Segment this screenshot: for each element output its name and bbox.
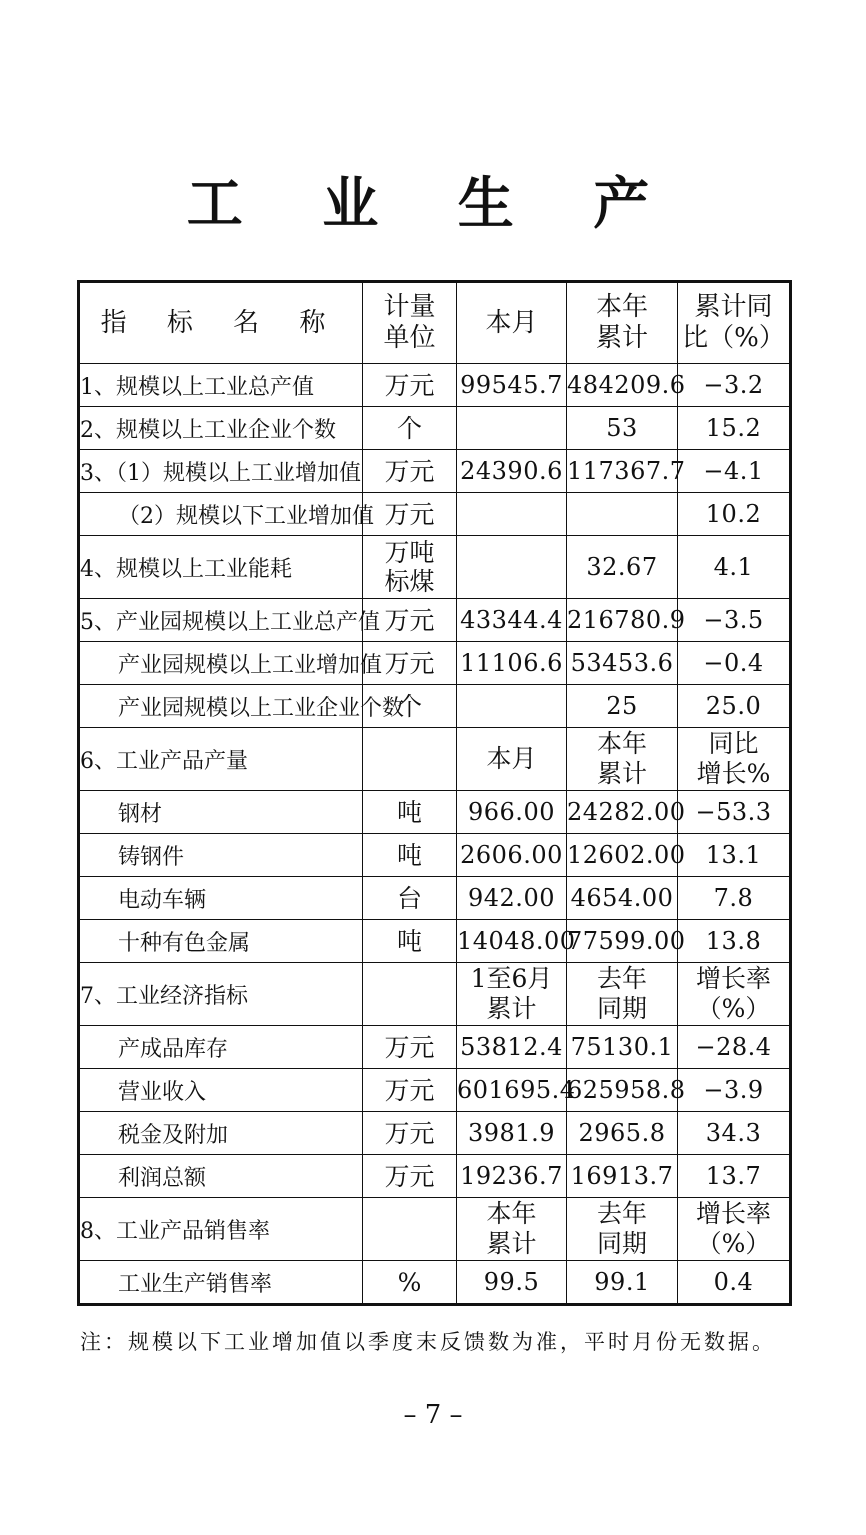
row-year-to-date: 32.67: [567, 536, 678, 599]
header-unit: 计量 单位: [363, 282, 457, 364]
row-yoy-change: 13.7: [678, 1155, 791, 1198]
row-this-month: [457, 407, 567, 450]
row-yoy-change: −53.3: [678, 791, 791, 834]
table-row: [79, 493, 791, 536]
row-unit: 万元: [363, 1069, 457, 1112]
table-header-row: [79, 282, 791, 364]
page-number: – 7 –: [403, 1400, 463, 1430]
row-this-month: [457, 685, 567, 728]
table-row: [79, 1112, 791, 1155]
table-row: [79, 364, 791, 407]
row-this-month: 本年 累计: [457, 1198, 567, 1261]
row-year-to-date: 216780.9: [567, 599, 678, 642]
row-this-month: 43344.4: [457, 599, 567, 642]
row-year-to-date: 本年 累计: [567, 728, 678, 791]
row-label: 利润总额: [79, 1155, 363, 1198]
row-yoy-change: 7.8: [678, 877, 791, 920]
footnote: 注：规模以下工业增加值以季度末反馈数为准，平时月份无数据。: [80, 1330, 776, 1354]
row-unit: 万元: [363, 450, 457, 493]
row-yoy-change: −3.2: [678, 364, 791, 407]
row-unit: 个: [363, 685, 457, 728]
row-this-month: 2606.00: [457, 834, 567, 877]
row-unit: 万元: [363, 493, 457, 536]
row-unit: 个: [363, 407, 457, 450]
row-label: 产成品库存: [79, 1026, 363, 1069]
row-yoy-change: 4.1: [678, 536, 791, 599]
row-this-month: 53812.4: [457, 1026, 567, 1069]
table-row: [79, 834, 791, 877]
row-unit: [363, 1198, 457, 1261]
row-year-to-date: 4654.00: [567, 877, 678, 920]
row-yoy-change: 增长率 （%）: [678, 1198, 791, 1261]
row-label: 4、规模以上工业能耗: [79, 536, 363, 599]
row-label: 税金及附加: [79, 1112, 363, 1155]
row-yoy-change: 34.3: [678, 1112, 791, 1155]
row-this-month: [457, 493, 567, 536]
row-this-month: 99545.7: [457, 364, 567, 407]
row-this-month: 1至6月 累计: [457, 963, 567, 1026]
table-row: [79, 1261, 791, 1305]
row-year-to-date: 24282.00: [567, 791, 678, 834]
row-this-month: 966.00: [457, 791, 567, 834]
industrial-production-table: [77, 280, 792, 1306]
row-label: 8、工业产品销售率: [79, 1198, 363, 1261]
header-year-to-date: 本年 累计: [567, 282, 678, 364]
row-year-to-date: 53: [567, 407, 678, 450]
row-yoy-change: −4.1: [678, 450, 791, 493]
row-this-month: 14048.00: [457, 920, 567, 963]
header-this-month: 本月: [457, 282, 567, 364]
table-body: [79, 364, 791, 1305]
row-label: 铸钢件: [79, 834, 363, 877]
table-row: [79, 1026, 791, 1069]
row-unit: 万吨 标煤: [363, 536, 457, 599]
row-unit: 吨: [363, 920, 457, 963]
row-this-month: 24390.6: [457, 450, 567, 493]
header-yoy-change: 累计同 比（%）: [678, 282, 791, 364]
row-yoy-change: 13.1: [678, 834, 791, 877]
row-unit: 万元: [363, 1026, 457, 1069]
row-year-to-date: 2965.8: [567, 1112, 678, 1155]
row-label: 产业园规模以上工业增加值: [79, 642, 363, 685]
row-unit: 万元: [363, 1112, 457, 1155]
row-yoy-change: 增长率 （%）: [678, 963, 791, 1026]
row-this-month: 942.00: [457, 877, 567, 920]
row-label: 1、规模以上工业总产值: [79, 364, 363, 407]
row-year-to-date: 99.1: [567, 1261, 678, 1305]
row-year-to-date: 53453.6: [567, 642, 678, 685]
row-yoy-change: 15.2: [678, 407, 791, 450]
row-label: 营业收入: [79, 1069, 363, 1112]
row-year-to-date: 75130.1: [567, 1026, 678, 1069]
row-year-to-date: 12602.00: [567, 834, 678, 877]
row-unit: 万元: [363, 364, 457, 407]
row-year-to-date: 16913.7: [567, 1155, 678, 1198]
row-year-to-date: 去年 同期: [567, 1198, 678, 1261]
table-row: [79, 536, 791, 599]
row-unit: 吨: [363, 791, 457, 834]
row-year-to-date: 484209.6: [567, 364, 678, 407]
row-unit: 万元: [363, 1155, 457, 1198]
table-row: [79, 920, 791, 963]
table-row: [79, 1069, 791, 1112]
row-unit: 台: [363, 877, 457, 920]
row-label: 5、产业园规模以上工业总产值: [79, 599, 363, 642]
row-year-to-date: 去年 同期: [567, 963, 678, 1026]
row-yoy-change: 25.0: [678, 685, 791, 728]
row-yoy-change: −28.4: [678, 1026, 791, 1069]
row-label: 工业生产销售率: [79, 1261, 363, 1305]
row-this-month: 11106.6: [457, 642, 567, 685]
row-yoy-change: 0.4: [678, 1261, 791, 1305]
table-row: [79, 877, 791, 920]
row-label: 3、（1）规模以上工业增加值: [79, 450, 363, 493]
row-year-to-date: [567, 493, 678, 536]
table-row: [79, 1155, 791, 1198]
row-unit: 吨: [363, 834, 457, 877]
row-unit: 万元: [363, 599, 457, 642]
row-label: 7、工业经济指标: [79, 963, 363, 1026]
page-title: 工 业 生 产: [186, 171, 680, 237]
row-unit: [363, 728, 457, 791]
row-yoy-change: 同比 增长%: [678, 728, 791, 791]
row-yoy-change: −0.4: [678, 642, 791, 685]
row-year-to-date: 25: [567, 685, 678, 728]
row-label: 钢材: [79, 791, 363, 834]
row-this-month: 本月: [457, 728, 567, 791]
table-row: [79, 407, 791, 450]
row-yoy-change: 13.8: [678, 920, 791, 963]
table-row: [79, 642, 791, 685]
table-row: [79, 728, 791, 791]
row-year-to-date: 117367.7: [567, 450, 678, 493]
table-row: [79, 685, 791, 728]
table-row: [79, 791, 791, 834]
row-label: 6、工业产品产量: [79, 728, 363, 791]
row-this-month: 601695.4: [457, 1069, 567, 1112]
row-label: 2、规模以上工业企业个数: [79, 407, 363, 450]
row-label: 电动车辆: [79, 877, 363, 920]
row-unit: 万元: [363, 642, 457, 685]
row-label: 十种有色金属: [79, 920, 363, 963]
row-unit: [363, 963, 457, 1026]
row-this-month: 19236.7: [457, 1155, 567, 1198]
row-this-month: [457, 536, 567, 599]
table-row: [79, 1198, 791, 1261]
row-label: 产业园规模以上工业企业个数: [79, 685, 363, 728]
row-label: （2）规模以下工业增加值: [79, 493, 363, 536]
row-year-to-date: 625958.8: [567, 1069, 678, 1112]
row-unit: %: [363, 1261, 457, 1305]
row-year-to-date: 77599.00: [567, 920, 678, 963]
table-row: [79, 599, 791, 642]
table-row: [79, 963, 791, 1026]
row-this-month: 99.5: [457, 1261, 567, 1305]
row-this-month: 3981.9: [457, 1112, 567, 1155]
table-row: [79, 450, 791, 493]
header-indicator-name: 指 标 名 称: [79, 282, 363, 364]
row-yoy-change: −3.5: [678, 599, 791, 642]
row-yoy-change: 10.2: [678, 493, 791, 536]
row-yoy-change: −3.9: [678, 1069, 791, 1112]
